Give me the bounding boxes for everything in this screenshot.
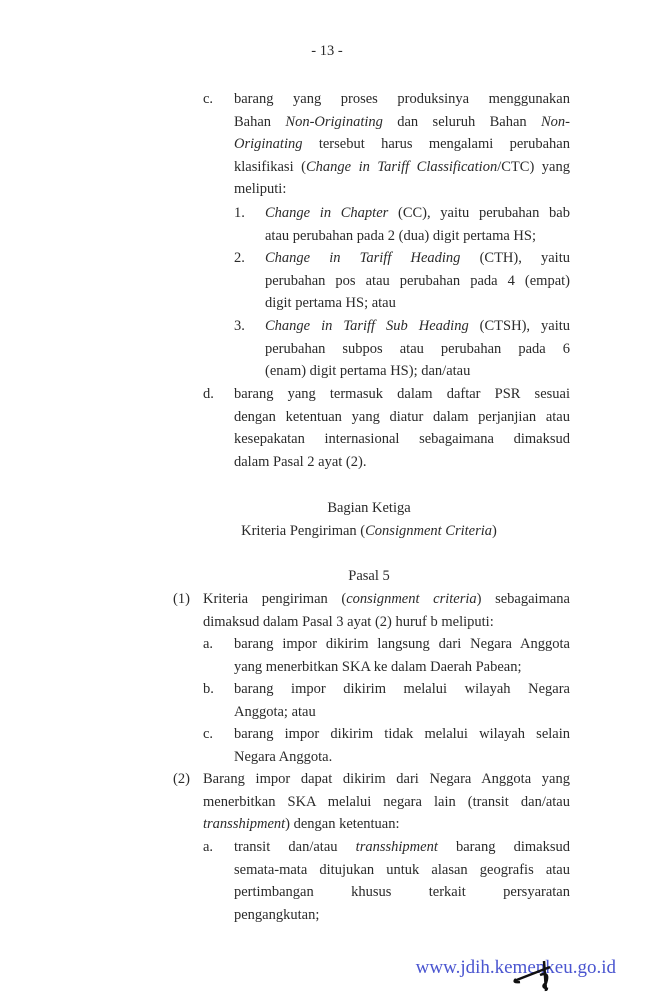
text-segment: dalam Pasal 2 ayat (2). — [234, 453, 367, 470]
text-line — [234, 881, 570, 904]
text-segment: Kriteria pengiriman ( — [203, 591, 347, 607]
text-segment: ) sebagaimana — [476, 591, 570, 607]
clause-1b-text — [234, 678, 570, 723]
item-label: (2) — [173, 771, 190, 787]
italic-term: consignment criteria — [346, 591, 477, 607]
text-segment: barang yang termasuk dalam daftar PSR sesuai — [234, 386, 570, 402]
text-segment: (CTSH), yaitu — [468, 318, 570, 334]
text-segment: Bahan — [234, 113, 286, 130]
jdih-website-link[interactable]: www.jdih.kemenkeu.go.id — [415, 957, 616, 978]
text-line — [234, 723, 570, 746]
text-line — [234, 88, 570, 111]
text-segment: Kriteria Pengiriman ( — [241, 523, 366, 539]
text-segment: ) — [492, 523, 497, 539]
text-line — [234, 156, 570, 179]
text-segment: pertimbangan khusus terkait persyaratan — [234, 884, 570, 901]
clause-2a-text — [234, 836, 570, 926]
text-segment: semata-mata ditujukan untuk alasan geografis atau — [234, 861, 570, 878]
italic-term: Non- — [541, 113, 570, 130]
text-line — [203, 791, 570, 814]
text-segment: Barang impor dapat dikirim dari Negara Anggota yang — [203, 771, 570, 787]
article-heading: Pasal 5 — [348, 568, 390, 584]
item-label: c. — [203, 91, 214, 107]
text-segment: /CTC) yang — [497, 158, 570, 175]
item-1-text — [265, 202, 570, 247]
text-segment: transit dan/atau — [234, 839, 356, 855]
page-number: - 13 - — [311, 43, 343, 59]
italic-term: transshipment — [355, 839, 438, 855]
text-line — [265, 292, 570, 315]
italic-term: Non-Originating — [285, 113, 383, 130]
clause-1a-text — [234, 633, 570, 678]
item-d-text — [234, 383, 570, 473]
text-segment: perubahan pos atau perubahan pada 4 (empat) — [265, 272, 570, 289]
item-label: 1. — [234, 205, 245, 221]
text-segment: klasifikasi ( — [234, 158, 306, 175]
text-segment: dimaksud dalam Pasal 3 ayat (2) huruf b meliputi: — [203, 613, 494, 630]
text-line — [234, 178, 570, 201]
text-line — [265, 360, 570, 383]
italic-term: Originating — [234, 136, 303, 153]
text-segment: menerbitkan SKA melalui negara lain (transit dan/atau — [203, 793, 570, 810]
text-segment: dengan ketentuan yang diatur dalam perjanjian atau — [234, 408, 570, 425]
text-line — [265, 338, 570, 361]
text-segment: perubahan subpos atau perubahan pada 6 — [265, 340, 570, 357]
text-segment: atau perubahan pada 2 (dua) digit pertama HS; — [265, 227, 536, 244]
clause-1-text — [203, 588, 570, 633]
text-line — [234, 701, 570, 724]
item-label: d. — [203, 386, 214, 402]
text-segment: kesepakatan internasional sebagaimana dimaksud — [234, 431, 570, 448]
text-line — [234, 633, 570, 656]
text-line — [234, 656, 570, 679]
text-line — [265, 315, 570, 338]
text-line — [203, 611, 570, 634]
text-segment: dan seluruh Bahan — [382, 113, 541, 130]
text-line — [234, 451, 570, 474]
clause-2-text — [203, 768, 570, 836]
text-line — [234, 904, 570, 927]
text-line — [265, 225, 570, 248]
item-label: c. — [203, 726, 214, 742]
text-segment: barang impor dikirim langsung dari Negara Anggota — [234, 636, 570, 652]
text-line — [234, 111, 570, 134]
italic-term: Change in Tariff Classification — [305, 158, 498, 175]
section-heading: Bagian Ketiga — [327, 500, 411, 516]
text-segment: barang dimaksud — [437, 839, 570, 855]
text-segment: Negara Anggota. — [234, 748, 333, 765]
item-label: b. — [203, 681, 214, 697]
text-segment: tersebut harus mengalami perubahan — [302, 136, 570, 153]
text-line — [234, 746, 570, 769]
text-segment: digit pertama HS; atau — [265, 295, 396, 312]
item-label: (1) — [173, 591, 190, 607]
italic-term: Change in Tariff Heading — [265, 250, 461, 266]
item-label: a. — [203, 636, 214, 652]
text-line — [265, 202, 570, 225]
text-line — [234, 383, 570, 406]
section-title — [42, 520, 654, 543]
text-line — [234, 428, 570, 451]
text-segment: ) dengan ketentuan: — [285, 816, 400, 833]
text-line — [234, 133, 570, 156]
item-2-text — [265, 247, 570, 315]
italic-term: Change in Tariff Sub Heading — [265, 318, 469, 334]
italic-term: Consignment Criteria — [365, 523, 493, 539]
text-segment: (enam) digit pertama HS); dan/atau — [265, 363, 471, 380]
italic-term: transshipment — [203, 816, 286, 833]
text-line — [234, 859, 570, 882]
text-segment: barang impor dikirim tidak melalui wilayah selain — [234, 726, 570, 742]
item-3-text — [265, 315, 570, 383]
text-segment: (CTH), yaitu — [460, 250, 570, 266]
text-line — [234, 836, 570, 859]
signature-initial-icon — [510, 955, 570, 995]
text-line — [203, 588, 570, 611]
text-segment: pengangkutan; — [234, 906, 320, 923]
italic-term: Change in Chapter — [265, 205, 389, 221]
text-line — [234, 406, 570, 429]
text-segment: (CC), yaitu perubahan bab — [388, 205, 570, 221]
text-line — [203, 813, 570, 836]
text-segment: barang yang proses produksinya menggunakan — [234, 91, 570, 107]
text-segment: yang menerbitkan SKA ke dalam Daerah Pabean; — [234, 658, 522, 675]
text-segment: barang impor dikirim melalui wilayah Negara — [234, 681, 570, 697]
item-c-text — [234, 88, 570, 201]
item-label: 3. — [234, 318, 245, 334]
text-line — [265, 247, 570, 270]
item-label: a. — [203, 839, 214, 855]
text-segment: meliputi: — [234, 181, 287, 198]
text-line — [42, 520, 654, 543]
text-line — [203, 768, 570, 791]
item-label: 2. — [234, 250, 245, 266]
text-line — [265, 270, 570, 293]
text-segment: Anggota; atau — [234, 703, 316, 720]
clause-1c-text — [234, 723, 570, 768]
text-line — [234, 678, 570, 701]
